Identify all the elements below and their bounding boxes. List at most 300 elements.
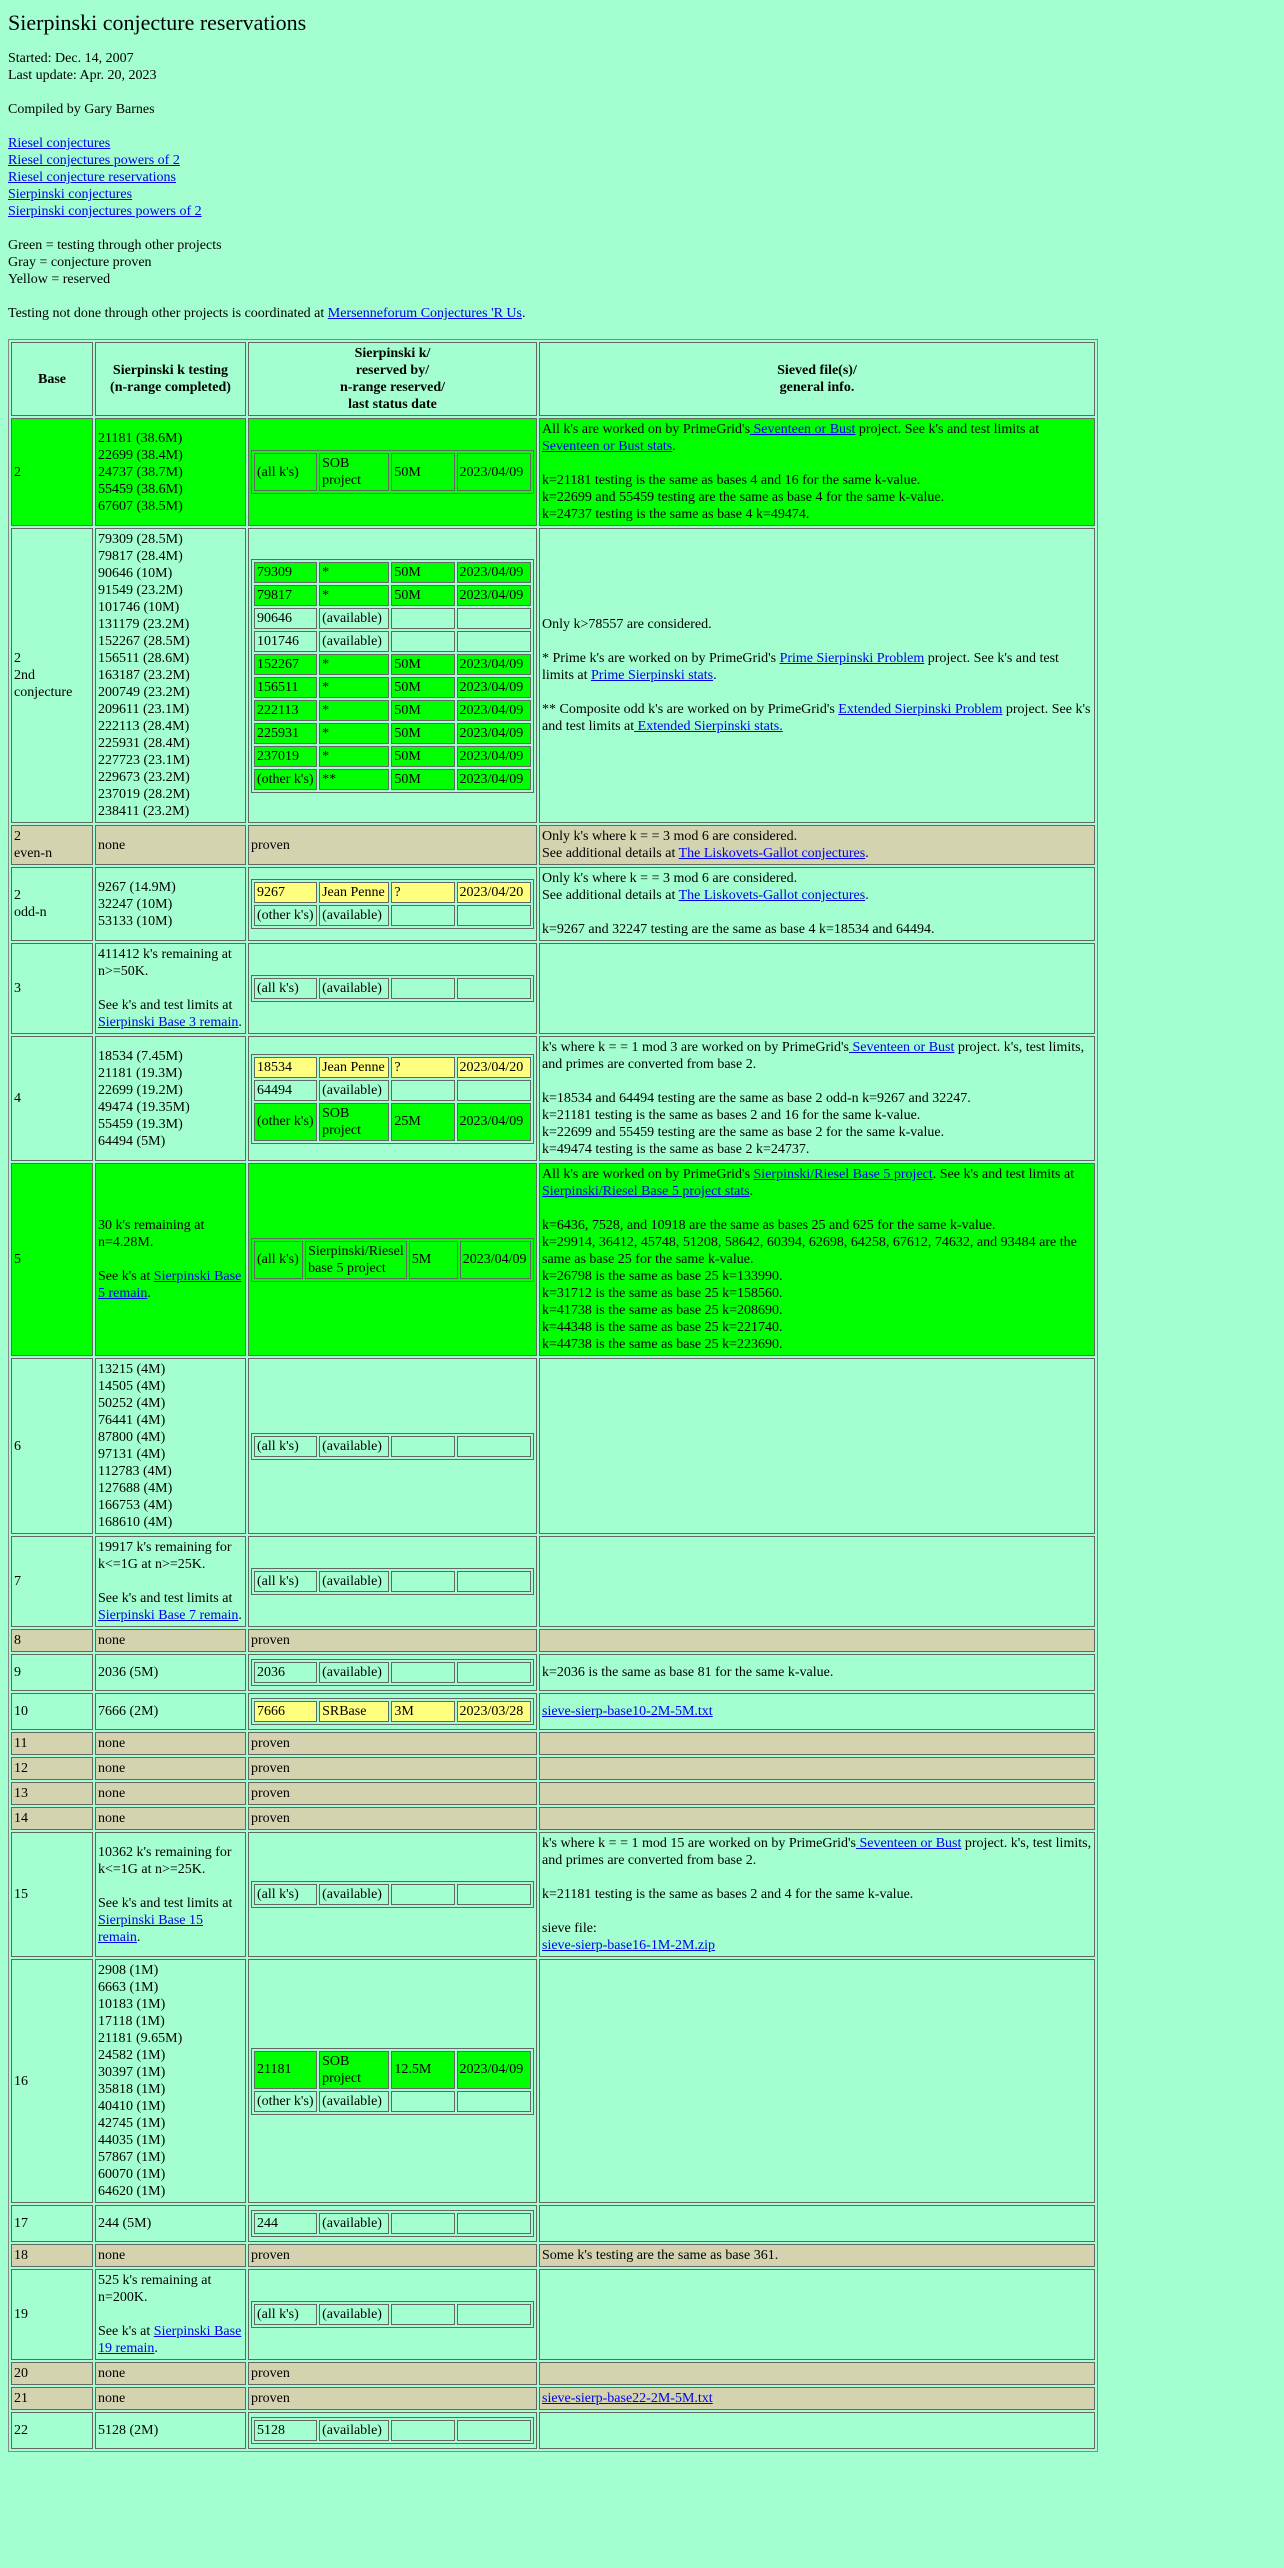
- base-cell: [11, 2269, 93, 2360]
- testing-line: 30397 (1M): [98, 2065, 166, 2080]
- testing-line: 5128 (2M): [98, 2423, 159, 2438]
- info-line: k=44738 is the same as base 25 k=223690.: [542, 1337, 783, 1352]
- reservation-k: (other k's): [254, 905, 317, 926]
- testing-line: none: [98, 1633, 126, 1648]
- reservation-table: [251, 1568, 534, 1595]
- base-cell: [11, 1654, 93, 1691]
- base-cell: [11, 1959, 93, 2203]
- reservation-k: 2036: [254, 1662, 317, 1683]
- info-line: k=24737 testing is the same as base 4 k=49474.: [542, 507, 810, 522]
- reservation-table: [251, 1698, 534, 1725]
- reservation-range: [391, 1662, 454, 1683]
- info-base-19: Some k's testing are the same as base 361.: [542, 2248, 779, 2263]
- testing-cell: [95, 867, 246, 941]
- link-remain[interactable]: Sierpinski Base 3 remain: [98, 1015, 239, 1030]
- base-cell: [11, 2205, 93, 2242]
- reservation-by: (available): [319, 978, 389, 999]
- table-row: [11, 2269, 1095, 2360]
- info-text: k=21181 testing is the same as bases 2 and 4 for the same k-value.: [542, 1887, 914, 1902]
- table-row: [11, 2244, 1095, 2267]
- table-row: [11, 1807, 1095, 1830]
- reservation-row: [254, 1701, 531, 1722]
- testing-line: 152267 (28.5M): [98, 634, 190, 649]
- link-seventeen-or-bust[interactable]: Seventeen or Bust: [750, 422, 856, 437]
- link-prime-sierpinski-stats[interactable]: Prime Sierpinski stats: [591, 668, 714, 683]
- header-sieved: [539, 342, 1095, 416]
- testing-cell: 10362 k's remaining for k<=1G at n>=25K. See k's and test limits at Sierpinski Base 15 remain.: [95, 1832, 246, 1957]
- info-text: .: [865, 846, 869, 861]
- reservation-k: (other k's): [254, 769, 317, 790]
- testing-line: 163187 (23.2M): [98, 668, 190, 683]
- reservation-table: [251, 2417, 534, 2444]
- testing-line: [98, 1251, 243, 1268]
- reservation-k: (all k's): [254, 2304, 317, 2325]
- reservation-range: [391, 2213, 454, 2234]
- reservation-by: (available): [319, 2213, 389, 2234]
- link-remain[interactable]: Sierpinski Base 15 remain: [98, 1912, 203, 1945]
- info-base-9: k=2036 is the same as base 81 for the same k-value.: [542, 1665, 834, 1680]
- info-cell: [539, 1358, 1095, 1534]
- info-cell: [539, 1757, 1095, 1780]
- testing-line: none: [98, 1811, 126, 1826]
- header-reserved-line: last status date: [348, 397, 437, 412]
- reservation-range: ?: [391, 1057, 454, 1078]
- reservation-row: [254, 905, 531, 926]
- reservation-range: 50M: [391, 585, 454, 606]
- reservation-k: 225931: [254, 723, 317, 744]
- base-value: 16: [14, 2073, 28, 2089]
- link-seventeen-or-bust[interactable]: Seventeen or Bust: [849, 1040, 955, 1055]
- link-sierpinski-conjectures[interactable]: Sierpinski conjectures: [8, 187, 133, 202]
- link-srbase5-project[interactable]: Sierpinski/Riesel Base 5 project: [753, 1167, 933, 1182]
- proven-status: proven: [248, 1629, 537, 1652]
- testing-line: 166753 (4M): [98, 1498, 173, 1513]
- reservation-date: [457, 631, 531, 652]
- reservation-by: **: [319, 769, 389, 790]
- testing-cell: [95, 1693, 246, 1730]
- started-date: Started: Dec. 14, 2007: [8, 51, 134, 66]
- reservation-date: 2023/04/09: [457, 585, 531, 606]
- testing-line: 17118 (1M): [98, 2014, 165, 2029]
- table-row: [11, 1629, 1095, 1652]
- reservation-date: [457, 2304, 531, 2325]
- link-sieve-base22[interactable]: sieve-sierp-base22-2M-5M.txt: [542, 2391, 713, 2406]
- testing-line: 55459 (19.3M): [98, 1116, 183, 1132]
- table-row: [11, 2205, 1095, 2242]
- table-row: [11, 1536, 1095, 1627]
- proven-status: proven: [248, 825, 537, 865]
- info-text: See additional details at: [542, 888, 679, 903]
- testing-line: none: [98, 837, 126, 853]
- testing-cell: [95, 1959, 246, 2203]
- testing-line: 40410 (1M): [98, 2099, 166, 2114]
- info-text: k's where k = = 1 mod 15 are worked on by PrimeGrid's: [542, 1836, 857, 1851]
- info-text: * Prime k's are worked on by PrimeGrid's: [542, 651, 780, 666]
- testing-cell: [95, 1782, 246, 1805]
- reservation-by: (available): [319, 2420, 389, 2441]
- reservation-date: [457, 1080, 531, 1101]
- base-cell: [11, 2387, 93, 2410]
- testing-line: 411412 k's remaining at n>=50K.: [98, 947, 232, 979]
- reservation-table: [251, 2048, 534, 2115]
- table-row: [11, 2412, 1095, 2449]
- link-sieve-base16[interactable]: sieve-sierp-base16-1M-2M.zip: [542, 1938, 716, 1953]
- testing-line: 6663 (1M): [98, 1980, 159, 1995]
- info-line: k=21181 testing is the same as bases 4 and 16 for the same k-value.: [542, 473, 921, 488]
- reservation-by: *: [319, 562, 389, 583]
- info-cell: [539, 1654, 1095, 1691]
- proven-status: proven: [248, 2387, 537, 2410]
- link-seventeen-or-bust-stats[interactable]: Seventeen or Bust stats: [542, 439, 673, 454]
- base-cell: [11, 2244, 93, 2267]
- reservation-table: [251, 559, 534, 793]
- testing-line: none: [98, 1786, 126, 1801]
- testing-line: 2908 (1M): [98, 1963, 159, 1978]
- testing-line: 10362 k's remaining for k<=1G at n>=25K.: [98, 1844, 232, 1877]
- reservation-k: (all k's): [254, 453, 317, 491]
- table-row: [11, 1832, 1095, 1957]
- reservation-row: [254, 723, 531, 744]
- link-liskovets-gallot[interactable]: The Liskovets-Gallot conjectures: [678, 888, 866, 903]
- testing-cell: 30 k's remaining at n=4.28M. See k's at Sierpinski Base 5 remain.: [95, 1163, 246, 1356]
- header-testing-line: (n-range completed): [110, 380, 231, 395]
- reservation-k: (all k's): [254, 1436, 317, 1457]
- testing-line: 244 (5M): [98, 2216, 152, 2231]
- info-cell: [539, 418, 1095, 526]
- base-value: 4: [14, 1091, 21, 1106]
- table-row: [11, 1036, 1095, 1161]
- proven-status: proven: [248, 1757, 537, 1780]
- testing-cell: 411412 k's remaining at n>=50K. See k's and test limits at Sierpinski Base 3 remain.: [95, 943, 246, 1034]
- reservation-by: (available): [319, 1662, 389, 1683]
- reservation-range: 50M: [391, 769, 454, 790]
- base-cell: [11, 1693, 93, 1730]
- reservation-row: [254, 700, 531, 721]
- testing-line: 127688 (4M): [98, 1481, 173, 1496]
- reservation-by: Jean Penne: [319, 1057, 389, 1078]
- testing-line: 67607 (38.5M): [98, 498, 183, 514]
- reservation-date: 2023/04/09: [457, 723, 531, 744]
- testing-line: See k's and test limits at: [98, 998, 233, 1013]
- reservation-range: 5M: [409, 1241, 458, 1279]
- testing-line: 209611 (23.1M): [98, 702, 190, 717]
- reservation-by: (available): [319, 1080, 389, 1101]
- link-sieve-base10[interactable]: sieve-sierp-base10-2M-5M.txt: [542, 1704, 713, 1719]
- table-row: [11, 2362, 1095, 2385]
- testing-cell: [95, 1629, 246, 1652]
- proven-status: proven: [248, 2244, 537, 2267]
- info-base-4: [542, 1039, 1092, 1158]
- testing-line: 19917 k's remaining for k<=1G at n>=25K.: [98, 1540, 232, 1572]
- proven-status: proven: [248, 1782, 537, 1805]
- reservation-k: 79309: [254, 562, 317, 583]
- testing-cell: [95, 1654, 246, 1691]
- reservation-row: [254, 1662, 531, 1683]
- last-update-date: Last update: Apr. 20, 2023: [8, 68, 157, 83]
- reservation-k: (other k's): [254, 2091, 317, 2112]
- testing-cell: [95, 1807, 246, 1830]
- header-base: Base: [11, 342, 93, 416]
- reservation-range: [391, 2091, 454, 2112]
- link-sierpinski-powers-of-2[interactable]: Sierpinski conjectures powers of 2: [8, 204, 202, 219]
- link-liskovets-gallot[interactable]: The Liskovets-Gallot conjectures: [678, 846, 866, 861]
- info-cell: [539, 2362, 1095, 2385]
- info-cell: [539, 1693, 1095, 1730]
- link-extended-sierpinski-stats[interactable]: Extended Sierpinski stats.: [634, 719, 783, 734]
- reservation-row: [254, 1884, 531, 1905]
- testing-line: 10183 (1M): [98, 1997, 166, 2012]
- testing-line: 79817 (28.4M): [98, 549, 183, 564]
- testing-line: 200749 (23.2M): [98, 685, 190, 700]
- info-base-2-2nd: [542, 616, 1092, 735]
- info-text: .: [749, 1184, 754, 1199]
- info-text: See additional details at: [542, 846, 679, 861]
- reservation-row: [254, 2213, 531, 2234]
- table-row: [11, 867, 1095, 941]
- reservation-date: 2023/04/20: [457, 1057, 531, 1078]
- base-value: 22: [14, 2423, 28, 2438]
- reservation-range: 50M: [391, 700, 454, 721]
- info-cell: [539, 2244, 1095, 2267]
- info-line: k=21181 testing is the same as bases 2 and 16 for the same k-value.: [542, 1108, 921, 1123]
- base-value: 2: [14, 888, 21, 903]
- legend-yellow: Yellow = reserved: [8, 272, 111, 287]
- reservation-by: SOB project: [319, 453, 389, 491]
- link-riesel-conjectures[interactable]: Riesel conjectures: [8, 136, 111, 151]
- reservation-range: [391, 1436, 454, 1457]
- info-text: . See k's and test limits at: [932, 1167, 1075, 1182]
- proven-status: proven: [248, 1732, 537, 1755]
- reservations-table: [8, 339, 1098, 2452]
- header-testing-line: Sierpinski k testing: [112, 363, 229, 378]
- testing-line: 227723 (23.1M): [98, 753, 190, 768]
- coord-suffix: .: [521, 306, 526, 321]
- table-row: [11, 528, 1095, 823]
- testing-line: See k's and test limits at: [98, 1895, 233, 1911]
- testing-line: 9267 (14.9M): [98, 879, 176, 895]
- base-value: 6: [14, 1438, 21, 1454]
- reservation-k: 5128: [254, 2420, 317, 2441]
- table-row: [11, 943, 1095, 1034]
- info-cell: [539, 1807, 1095, 1830]
- info-line: k=6436, 7528, and 10918 are the same as bases 25 and 625 for the same k-value.: [542, 1218, 996, 1233]
- info-text: Only k's where k = = 3 mod 6 are considered.: [542, 871, 798, 886]
- reserved-cell: [248, 1536, 537, 1627]
- info-cell: [539, 1036, 1095, 1161]
- table-row: [11, 1693, 1095, 1730]
- testing-line: [98, 980, 243, 997]
- table-row: [11, 1358, 1095, 1534]
- reservation-row: [254, 2304, 531, 2325]
- testing-line: 156511 (28.6M): [98, 651, 190, 666]
- testing-line: 21181 (19.3M): [98, 1065, 183, 1081]
- reservation-range: [391, 608, 454, 629]
- link-mersenneforum[interactable]: Mersenneforum Conjectures 'R Us: [327, 306, 522, 321]
- testing-line: none: [98, 2391, 126, 2406]
- reservation-by: (available): [319, 1436, 389, 1457]
- testing-line: none: [98, 2366, 126, 2381]
- testing-line: 21181 (9.65M): [98, 2031, 183, 2046]
- reservation-range: 50M: [391, 677, 454, 698]
- info-text: project. See k's and test limits at: [542, 651, 1059, 683]
- testing-line: 112783 (4M): [98, 1464, 172, 1479]
- info-line: k=49474 testing is the same as base 2 k=24737.: [542, 1142, 810, 1157]
- reservation-table: [251, 2210, 534, 2237]
- testing-line: none: [98, 1761, 126, 1776]
- link-prime-sierpinski-problem[interactable]: Prime Sierpinski Problem: [779, 651, 925, 666]
- reservation-range: [391, 631, 454, 652]
- base-cell: [11, 2412, 93, 2449]
- reservation-table: [251, 975, 534, 1002]
- info-cell: [539, 2412, 1095, 2449]
- table-row: [11, 1959, 1095, 2203]
- base-value: 2: [14, 651, 21, 666]
- info-text: project. k's, test limits, and primes are converted from base 2.: [542, 1836, 1092, 1868]
- base-cell: [11, 1536, 93, 1627]
- table-row: [11, 1732, 1095, 1755]
- reservation-k: 237019: [254, 746, 317, 767]
- testing-line: 14505 (4M): [98, 1379, 166, 1394]
- base-cell: [11, 1036, 93, 1161]
- testing-line: 229673 (23.2M): [98, 770, 190, 785]
- reservation-by: (available): [319, 1884, 389, 1905]
- link-extended-sierpinski-problem[interactable]: Extended Sierpinski Problem: [838, 702, 1003, 717]
- link-remain[interactable]: Sierpinski Base 19 remain: [98, 2324, 242, 2356]
- reservation-k: (all k's): [254, 1241, 303, 1279]
- info-text: .: [713, 668, 717, 683]
- base-value: 2nd conjecture: [14, 668, 73, 700]
- info-text: project. See k's and test limits at: [855, 422, 1040, 437]
- reservation-by: *: [319, 677, 389, 698]
- link-seventeen-or-bust[interactable]: Seventeen or Bust: [856, 1836, 962, 1851]
- base-value: 13: [14, 1786, 28, 1801]
- testing-line: See k's at: [98, 1269, 154, 1284]
- reservation-row: [254, 562, 531, 583]
- testing-cell: [95, 528, 246, 823]
- reservation-k: (other k's): [254, 1103, 317, 1141]
- testing-line: 49474 (19.35M): [98, 1099, 190, 1115]
- table-row: [11, 2387, 1095, 2410]
- info-base-2-odd: [542, 870, 1092, 938]
- base-value: 17: [14, 2216, 28, 2231]
- info-cell: [539, 2269, 1095, 2360]
- testing-line: See k's and test limits at: [98, 1591, 233, 1606]
- testing-line: 24582 (1M): [98, 2048, 166, 2063]
- table-row: [11, 1782, 1095, 1805]
- testing-line: 44035 (1M): [98, 2133, 166, 2148]
- base-value: 15: [14, 1887, 28, 1902]
- header-sieved-line: Sieved file(s)/: [777, 363, 857, 378]
- link-srbase5-project-stats[interactable]: Sierpinski/Riesel Base 5 project stats: [542, 1184, 750, 1199]
- header-testing: [95, 342, 246, 416]
- reservation-k: (all k's): [254, 978, 317, 999]
- reserved-cell: [248, 2412, 537, 2449]
- testing-line: none: [98, 2248, 126, 2263]
- base-value: 9: [14, 1665, 21, 1680]
- reservation-date: [457, 2213, 531, 2234]
- info-text: All k's are worked on by PrimeGrid's: [542, 1167, 754, 1182]
- reservation-range: 50M: [391, 723, 454, 744]
- base-cell: [11, 943, 93, 1034]
- header-reserved-line: n-range reserved/: [339, 380, 446, 395]
- reservation-k: 222113: [254, 700, 317, 721]
- info-text: .: [865, 888, 869, 903]
- reservation-range: [391, 1571, 454, 1592]
- info-text: Only k>78557 are considered.: [542, 617, 712, 632]
- testing-line: 101746 (10M): [98, 600, 180, 615]
- reservation-row: [254, 631, 531, 652]
- reservation-by: SOB project: [319, 1103, 389, 1141]
- reservation-by: (available): [319, 2304, 389, 2325]
- reservation-k: 79817: [254, 585, 317, 606]
- reservation-date: [457, 1571, 531, 1592]
- info-cell: [539, 1782, 1095, 1805]
- base-value: 7: [14, 1574, 21, 1589]
- proven-status: proven: [248, 1807, 537, 1830]
- link-remain[interactable]: Sierpinski Base 7 remain: [98, 1608, 239, 1623]
- info-line: k=29914, 36412, 45748, 51208, 58642, 60394, 62698, 64258, 67612, 74632, and 93484 are the same as base 25 for the same k-value.: [542, 1235, 1077, 1267]
- info-line: k=26798 is the same as base 25 k=133990.: [542, 1269, 783, 1284]
- reservation-row: [254, 1241, 531, 1279]
- reservation-range: 25M: [391, 1103, 454, 1141]
- testing-line: 22699 (38.4M): [98, 447, 183, 463]
- info-text: Only k's where k = = 3 mod 6 are considered.: [542, 829, 798, 844]
- reservation-range: 50M: [391, 453, 454, 491]
- header-reserved-line: Sierpinski k/: [354, 346, 431, 361]
- info-cell: [539, 2205, 1095, 2242]
- info-text: .: [672, 439, 676, 454]
- testing-line: 13215 (4M): [98, 1362, 166, 1377]
- reservation-by: *: [319, 585, 389, 606]
- reservation-date: [457, 978, 531, 999]
- link-remain[interactable]: Sierpinski Base 5 remain: [98, 1269, 242, 1301]
- reserved-cell: [248, 1832, 537, 1957]
- testing-line: 225931 (28.4M): [98, 736, 190, 751]
- testing-cell: [95, 2412, 246, 2449]
- reservation-date: 2023/04/09: [457, 700, 531, 721]
- testing-line: 131179 (23.2M): [98, 617, 190, 632]
- testing-line: 60070 (1M): [98, 2167, 166, 2182]
- base-value: 21: [14, 2391, 28, 2406]
- info-base-5: [542, 1166, 1092, 1353]
- info-text: project. See k's and test limits at: [542, 702, 1091, 734]
- reservation-k: 101746: [254, 631, 317, 652]
- reservation-k: 156511: [254, 677, 317, 698]
- base-value: 8: [14, 1633, 21, 1648]
- reservation-row: [254, 1057, 531, 1078]
- reservation-by: (available): [319, 631, 389, 652]
- testing-line: 42745 (1M): [98, 2116, 166, 2131]
- testing-line: 50252 (4M): [98, 1396, 166, 1411]
- testing-line: 21181 (38.6M): [98, 430, 183, 446]
- reservation-k: 21181: [254, 2051, 317, 2089]
- testing-line: 222113 (28.4M): [98, 719, 190, 734]
- reservation-row: [254, 1080, 531, 1101]
- reservation-table: [251, 1881, 534, 1908]
- reserved-cell: [248, 943, 537, 1034]
- link-riesel-powers-of-2[interactable]: Riesel conjectures powers of 2: [8, 153, 180, 168]
- table-row: [11, 1654, 1095, 1691]
- testing-line: See k's at: [98, 2324, 154, 2339]
- base-cell: [11, 418, 93, 526]
- reservation-date: [457, 2091, 531, 2112]
- reservation-k: 90646: [254, 608, 317, 629]
- testing-line: [98, 1573, 243, 1590]
- link-riesel-reservations[interactable]: Riesel conjecture reservations: [8, 170, 176, 185]
- reservation-by: SRBase: [319, 1701, 389, 1722]
- testing-line: 90646 (10M): [98, 566, 173, 581]
- reserved-cell: [248, 1654, 537, 1691]
